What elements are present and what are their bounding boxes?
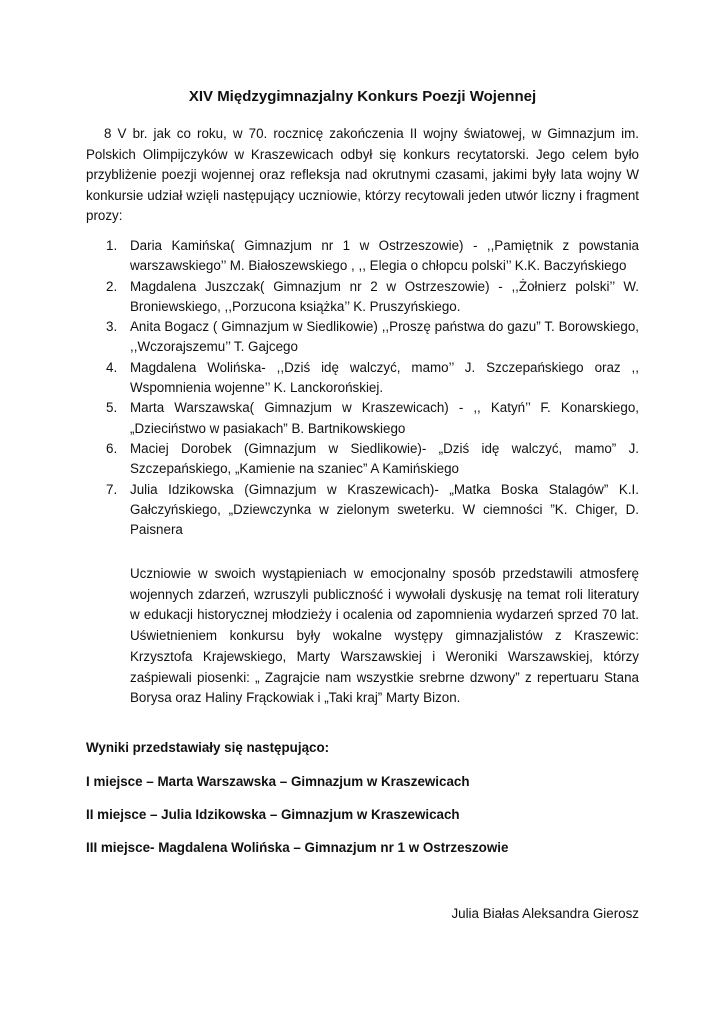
result-third-place: III miejsce- Magdalena Wolińska – Gimnazjum nr 1 w Ostrzeszowie	[86, 840, 509, 855]
participants-list	[86, 236, 639, 540]
list-item-text: Magdalena Wolińska- ,,Dziś idę walczyć, mamo’’ J. Szczepańskiego oraz ,, Wspomnienia wojenne’’ K. Lanckorońskiej.	[130, 359, 639, 396]
list-item-text: Marta Warszawska( Gimnazjum w Kraszewicach) - ,, Katyń’’ F. Konarskiego, „Dzieciństwo w pasiakach” B. Bartnikowskiego	[130, 400, 639, 436]
list-item-number: 5.	[106, 400, 118, 416]
list-item-number: 6.	[106, 440, 118, 456]
intro-text: 8 V br. jak co roku, w 70. rocznicę zakończenia II wojny światowej, w Gimnazjum im. Polskich Olimpijczyków w Kraszewicach odbył się konkurs recytatorski. Jego celem było przybliżenie poezji wojennej oraz refleksja nad okrutnymi czasami, jakimi były lata wojny W konkursie udział wzięli następujący uczniowie, którzy recytowali jeden utwór liczny i fragment prozy:	[86, 126, 639, 224]
list-item-number: 2.	[106, 278, 118, 294]
summary-paragraph: Uczniowie w swoich wystąpieniach w emocjonalny sposób przedstawili atmosferę wojennych zdarzeń, wzruszyli publiczność i wywołali dyskusję na temat roli literatury w edukacji historycznej młodzieży i ocalenia od zapomnienia wydarzeń sprzed 70 lat. Uświetnieniem konkursu były wokalne występy gimnazjalistów z Kraszewic: Krzysztofa Krajewskiego, Marty Warszawskiej i Weroniki Warszawskiej, którzy zaśpiewali piosenki: „ Zagrajcie nam wszystkie srebrne dzwony” z repertuaru Stana Borysa oraz Haliny Frąckowiak i „Taki kraj” Marty Bizon.	[130, 566, 639, 706]
list-item-text: Maciej Dorobek (Gimnazjum w Siedlikowie)- „Dziś idę walczyć, mamo” J. Szczepańskiego, „Kamienie na szaniec” A Kamińskiego	[130, 440, 639, 477]
signature-authors: Julia Białas Aleksandra Gierosz	[451, 906, 639, 921]
list-item	[86, 480, 639, 541]
list-item-text: Julia Idzikowska (Gimnazjum w Kraszewicach)- „Matka Boska Stalagów” K.I. Gałczyńskiego, „Dziewczynka w zielonym sweterku. W ciemności ”K. Chiger, D. Paisnera	[130, 481, 639, 538]
list-item-number: 7.	[106, 481, 118, 497]
list-item-number: 1.	[106, 238, 118, 253]
result-second-place: II miejsce – Julia Idzikowska – Gimnazjum w Kraszewicach	[86, 807, 460, 822]
list-item-text: Magdalena Juszczak( Gimnazjum nr 2 w Ostrzeszowie) - ,,Żołnierz polski’’ W. Broniewskiego, ,,Porzucona książka’’ K. Pruszyńskiego.	[130, 278, 639, 314]
document-title: XIV Międzygimnazjalny Konkurs Poezji Wojennej	[188, 88, 537, 105]
list-item	[86, 277, 639, 318]
list-item	[86, 398, 639, 439]
list-item	[86, 236, 639, 277]
list-item	[86, 358, 639, 399]
list-item-text: Anita Bogacz ( Gimnazjum w Siedlikowie) ,,Proszę państwa do gazu” T. Borowskiego, ,,Wczorajszemu’’ T. Gajcego	[130, 319, 639, 355]
results-heading: Wyniki przedstawiały się następująco:	[86, 740, 330, 755]
list-item-number: 3.	[106, 319, 118, 335]
list-item-number: 4.	[106, 359, 118, 375]
list-item-text: Daria Kamińska( Gimnazjum nr 1 w Ostrzeszowie) - ,,Pamiętnik z powstania warszawskiego’’ M. Białoszewskiego , ,, Elegia o chłopcu polski’’ K.K. Baczyńskiego	[130, 238, 639, 274]
result-first-place: I miejsce – Marta Warszawska – Gimnazjum w Kraszewicach	[86, 774, 470, 789]
list-item	[86, 317, 639, 358]
list-item	[86, 439, 639, 480]
intro-paragraph	[86, 124, 639, 227]
